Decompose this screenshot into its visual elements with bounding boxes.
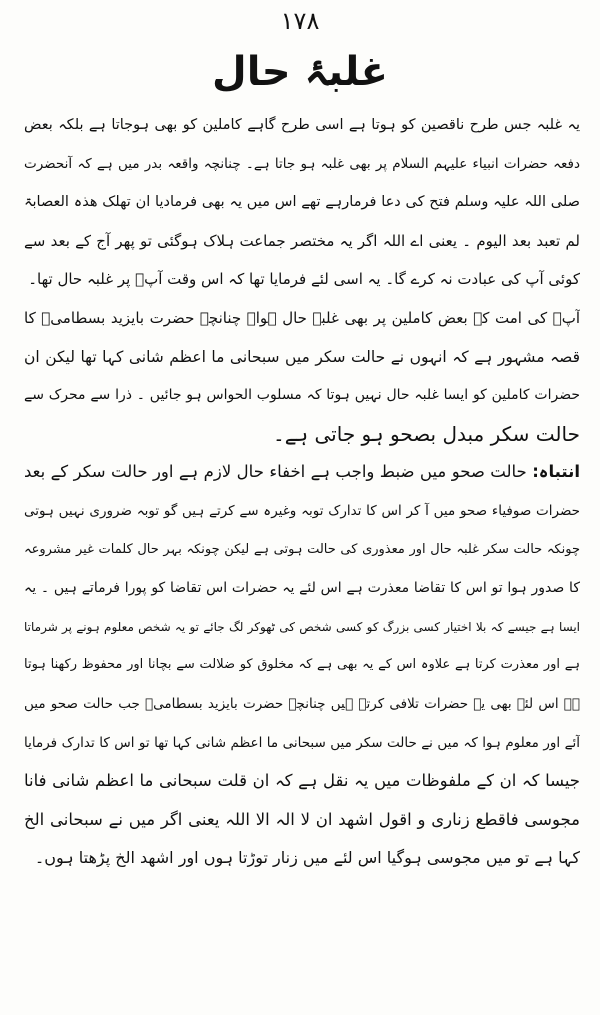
text-line: مجوسی فاقطع زناری و اقول اشھد ان لا الہ الا اللہ یعنی اگر میں نے سبحانی الخ bbox=[24, 809, 580, 829]
intibah-label: انتباہ: bbox=[532, 462, 580, 482]
text-line: حضرات کاملین کو ایسا غلبہ حال نہیں ہوتا کہ مسلوب الحواس ہو جائیں ۔ ذرا سے محرک سے bbox=[24, 387, 580, 404]
text-line: یہ غلبہ جس طرح ناقصین کو ہوتا ہے اسی طرح گاہے کاملین کو بھی ہوجاتا ہے بلکہ بعض bbox=[24, 117, 580, 133]
text-line: قصہ مشہور ہے کہ انہوں نے حالت سکر میں سبحانی ما اعظم شانی کہا تھا لیکن ان bbox=[24, 347, 580, 366]
text-line: حالت سکر مبدل بصحو ہو جاتی ہے۔ bbox=[272, 421, 580, 446]
text-line: ایسا ہے جیسے کہ بلا اختیار کسی بزرگ کو کسی شخص کی ٹھوکر لگ جائے تو یہ شخص معلوم ہونے پر شرماتا bbox=[24, 619, 580, 634]
page-number: ۱۷۸ bbox=[280, 7, 320, 35]
text-line: حضرات صوفیاء صحو میں آ کر اس کا تدارک توبہ وغیرہ سے کرتے ہیں گو توبہ ضروری نہیں ہوتی bbox=[24, 502, 580, 519]
text-line: آئے اور معلوم ہوا کہ میں نے حالت سکر میں سبحانی ما اعظم شانی کہا تھا تو اس کا تدارک فرمایا bbox=[24, 734, 580, 751]
text-line: ہے اس لئے بھی یہ حضرات تلافی کرتے ہیں چنانچہ حضرت بایزید بسطامیؒ جب حالت صحو میں bbox=[24, 695, 580, 712]
text-line: دفعہ حضرات انبیاء علیہم السلام پر بھی غلبہ ہو جاتا ہے۔ چنانچہ واقعہ بدر میں ہے کہ آنحضرت bbox=[24, 155, 580, 172]
text-line-content: حالت صحو میں ضبط واجب ہے اخفاء حال لازم ہے اور حالت سکر کے بعد bbox=[24, 462, 527, 482]
text-line: آپؐ کی امت کے بعض کاملین پر بھی غلبہ حال ہوا۔ چنانچہ حضرت بایزید بسطامیؒ کا bbox=[24, 308, 580, 327]
body-text bbox=[24, 106, 580, 878]
section-heading: غلبۂ حال bbox=[212, 49, 388, 95]
text-line: جیسا کہ ان کے ملفوظات میں یہ نقل ہے کہ ان قلت سبحانی ما اعظم شانی فانا bbox=[24, 771, 580, 791]
text-line: کوئی آپ کی عبادت نہ کرے گا۔ یہ اسی لئے فرمایا تھا کہ اس وقت آپؐ پر غلبہ حال تھا۔ bbox=[28, 270, 580, 289]
text-line: چونکہ حالت سکر غلبہ حال اور معذوری کی حالت ہوتی ہے لیکن چونکہ بہر حال کلمات غیر مشروعہ bbox=[24, 541, 580, 557]
text-line: کہا ہے تو میں مجوسی ہوگیا اس لئے میں زنار توڑتا ہوں اور اشھد الخ پڑھتا ہوں۔ bbox=[34, 848, 580, 868]
text-line bbox=[24, 453, 580, 492]
text-line: لم تعبد بعد الیوم ۔ یعنی اے اللہ اگر یہ مختصر جماعت ہلاک ہوگئی تو پھر آج کے بعد سے bbox=[24, 231, 580, 250]
text-line: ہے اور معذرت کرتا ہے علاوہ اس کے یہ بھی ہے کہ مخلوق کو ضلالت سے بچانا اور محفوظ رکھنا ہوتا bbox=[24, 657, 580, 673]
text-line: صلی اللہ علیہ وسلم فتح کی دعا فرمارہے تھے اس میں یہ بھی فرمادیا ان تھلک ھذہ العصابۃ bbox=[24, 194, 580, 211]
text-line: کا صدور ہوا تو اس کا تقاضا معذرت ہے اس لئے یہ حضرات اس تقاضا کو پورا فرماتے ہیں ۔ یہ bbox=[24, 580, 580, 597]
